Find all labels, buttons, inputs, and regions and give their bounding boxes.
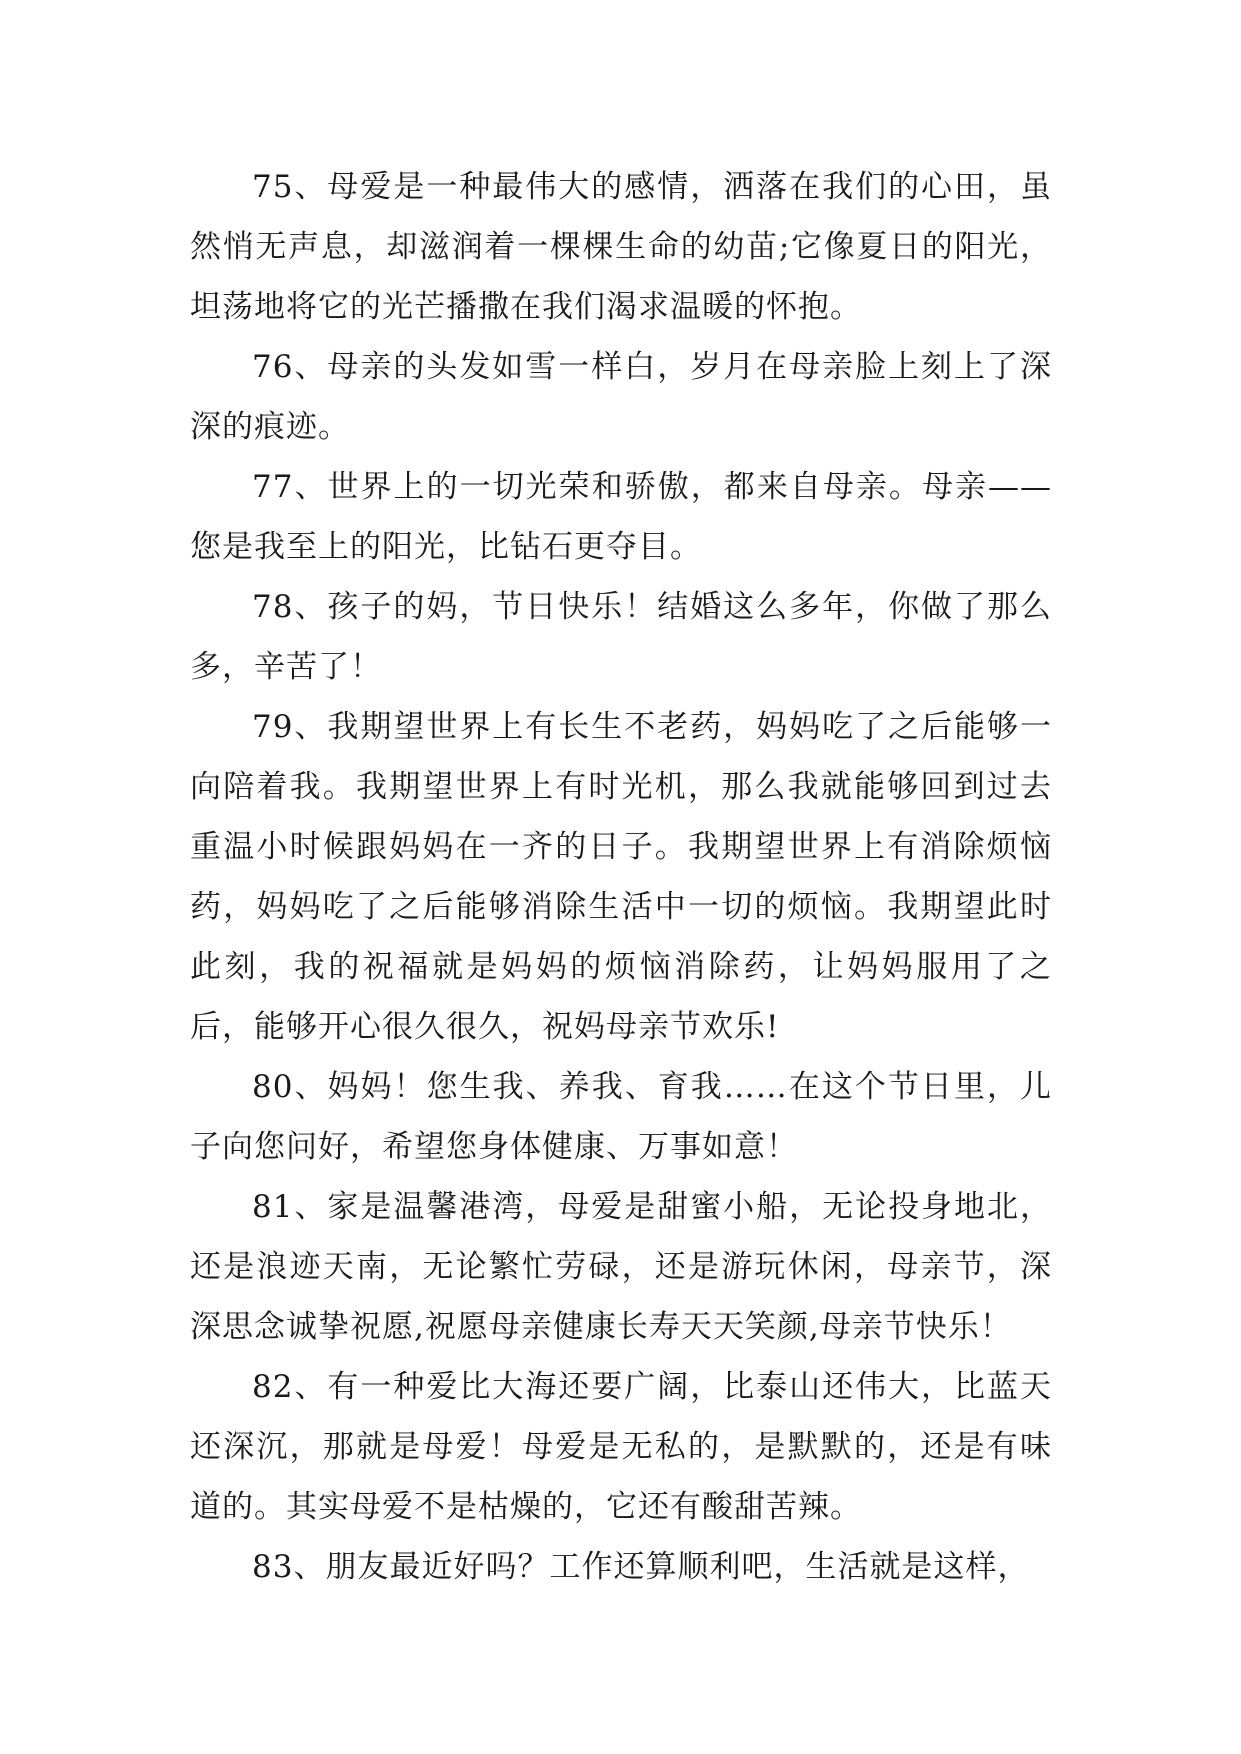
paragraph-82: 82、有一种爱比大海还要广阔，比泰山还伟大，比蓝天还深沉，那就是母爱！母爱是无私的，是默默的，还是有味道的。其实母爱不是枯燥的，它还有酸甜苦辣。	[190, 1369, 1052, 1525]
paragraph-80: 80、妈妈！您生我、养我、育我……在这个节日里，儿子向您问好，希望您身体健康、万事如意！	[190, 1069, 1052, 1165]
paragraph-77: 77、世界上的一切光荣和骄傲，都来自母亲。母亲——您是我至上的阳光，比钻石更夺目。	[190, 469, 1052, 565]
paragraph-76: 76、母亲的头发如雪一样白，岁月在母亲脸上刻上了深深的痕迹。	[190, 349, 1052, 445]
paragraph-78: 78、孩子的妈，节日快乐！结婚这么多年，你做了那么多，辛苦了！	[190, 589, 1052, 685]
document-body	[190, 157, 1052, 1597]
paragraph-83: 83、朋友最近好吗？工作还算顺利吧，生活就是这样，	[252, 1549, 1030, 1585]
paragraph-79: 79、我期望世界上有长生不老药，妈妈吃了之后能够一向陪着我。我期望世界上有时光机，那么我就能够回到过去重温小时候跟妈妈在一齐的日子。我期望世界上有消除烦恼药，妈妈吃了之后能够消除生活中一切的烦恼。我期望此时此刻，我的祝福就是妈妈的烦恼消除药，让妈妈服用了之后，能够开心很久很久，祝妈母亲节欢乐!	[190, 709, 1052, 1045]
paragraph-81: 81、家是温馨港湾，母爱是甜蜜小船，无论投身地北，还是浪迹天南，无论繁忙劳碌，还是游玩休闲，母亲节，深深思念诚挚祝愿,祝愿母亲健康长寿天天笑颜,母亲节快乐！	[190, 1189, 1052, 1345]
paragraph-75: 75、母爱是一种最伟大的感情，洒落在我们的心田，虽然悄无声息，却滋润着一棵棵生命的幼苗;它像夏日的阳光，坦荡地将它的光芒播撒在我们渴求温暖的怀抱。	[190, 169, 1052, 325]
